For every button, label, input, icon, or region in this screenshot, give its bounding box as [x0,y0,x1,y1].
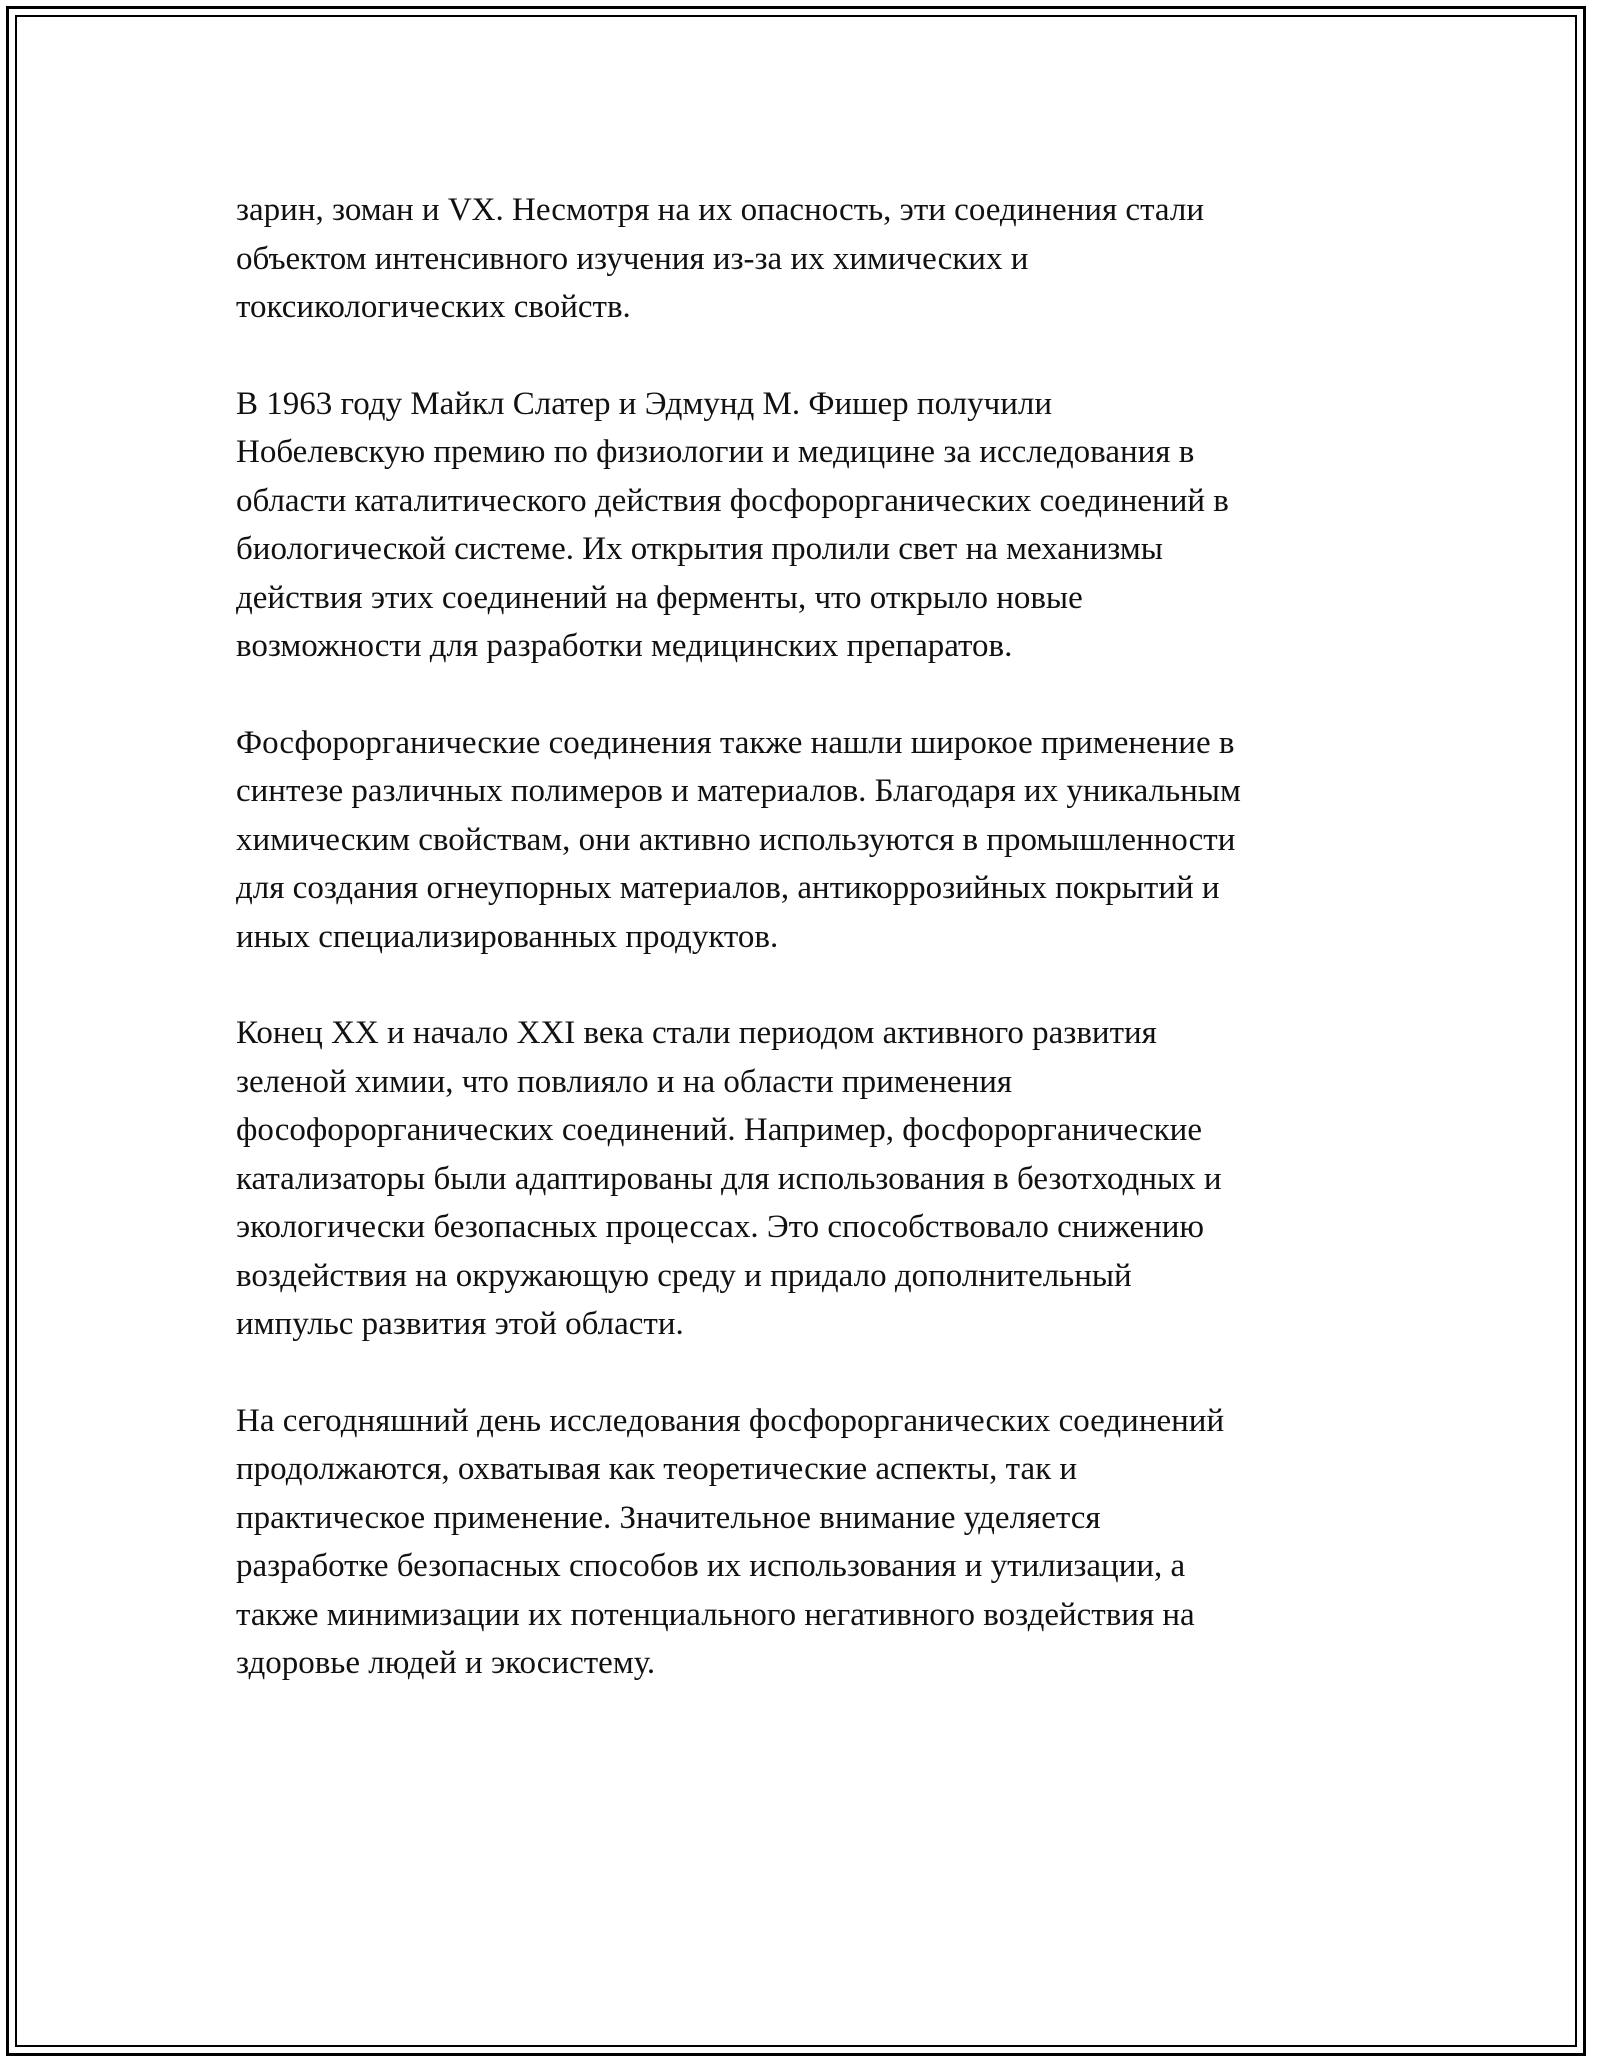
paragraph: Конец XX и начало XXI века стали периодом активного развития зеленой химии, что повлияло и на области применения фософорорганических соединений. Например, фосфорорганические катализаторы были адаптированы для использования в безотходных и экологически безопасных процессах. Это способствовало снижению воздействия на окружающую среду и придало дополнительный импульс развития этой области. [236,1015,1222,1342]
paragraph: Фосфорорганические соединения также нашли широкое применение в синтезе различных полимеров и материалов. Благодаря их уникальным химическим свойствам, они активно используются в промышленности для создания огнеупорных материалов, антикоррозийных покрытий и иных специализированных продуктов. [236,724,1241,955]
paragraph: На сегодняшний день исследования фосфорорганических соединений продолжаются, охватывая как теоретические аспекты, так и практическое применение. Значительное внимание уделяется разработке безопасных способов их использования и утилизации, а также минимизации их потенциального негативного воздействия на здоровье людей и экосистему. [236,1402,1225,1681]
paragraph: зарин, зоман и VX. Несмотря на их опасность, эти соединения стали объектом интенсивного изучения из-за их химических и токсикологических свойств. [236,192,1204,325]
paragraph: В 1963 году Майкл Слатер и Эдмунд М. Фишер получили Нобелевскую премию по физиологии и медицине за исследования в области каталитического действия фосфорорганических соединений в биологической системе. Их открытия пролили свет на механизмы действия этих соединений на ферменты, что открыло новые возможности для разработки медицинских препаратов. [236,385,1229,664]
document-body [236,186,1366,1736]
